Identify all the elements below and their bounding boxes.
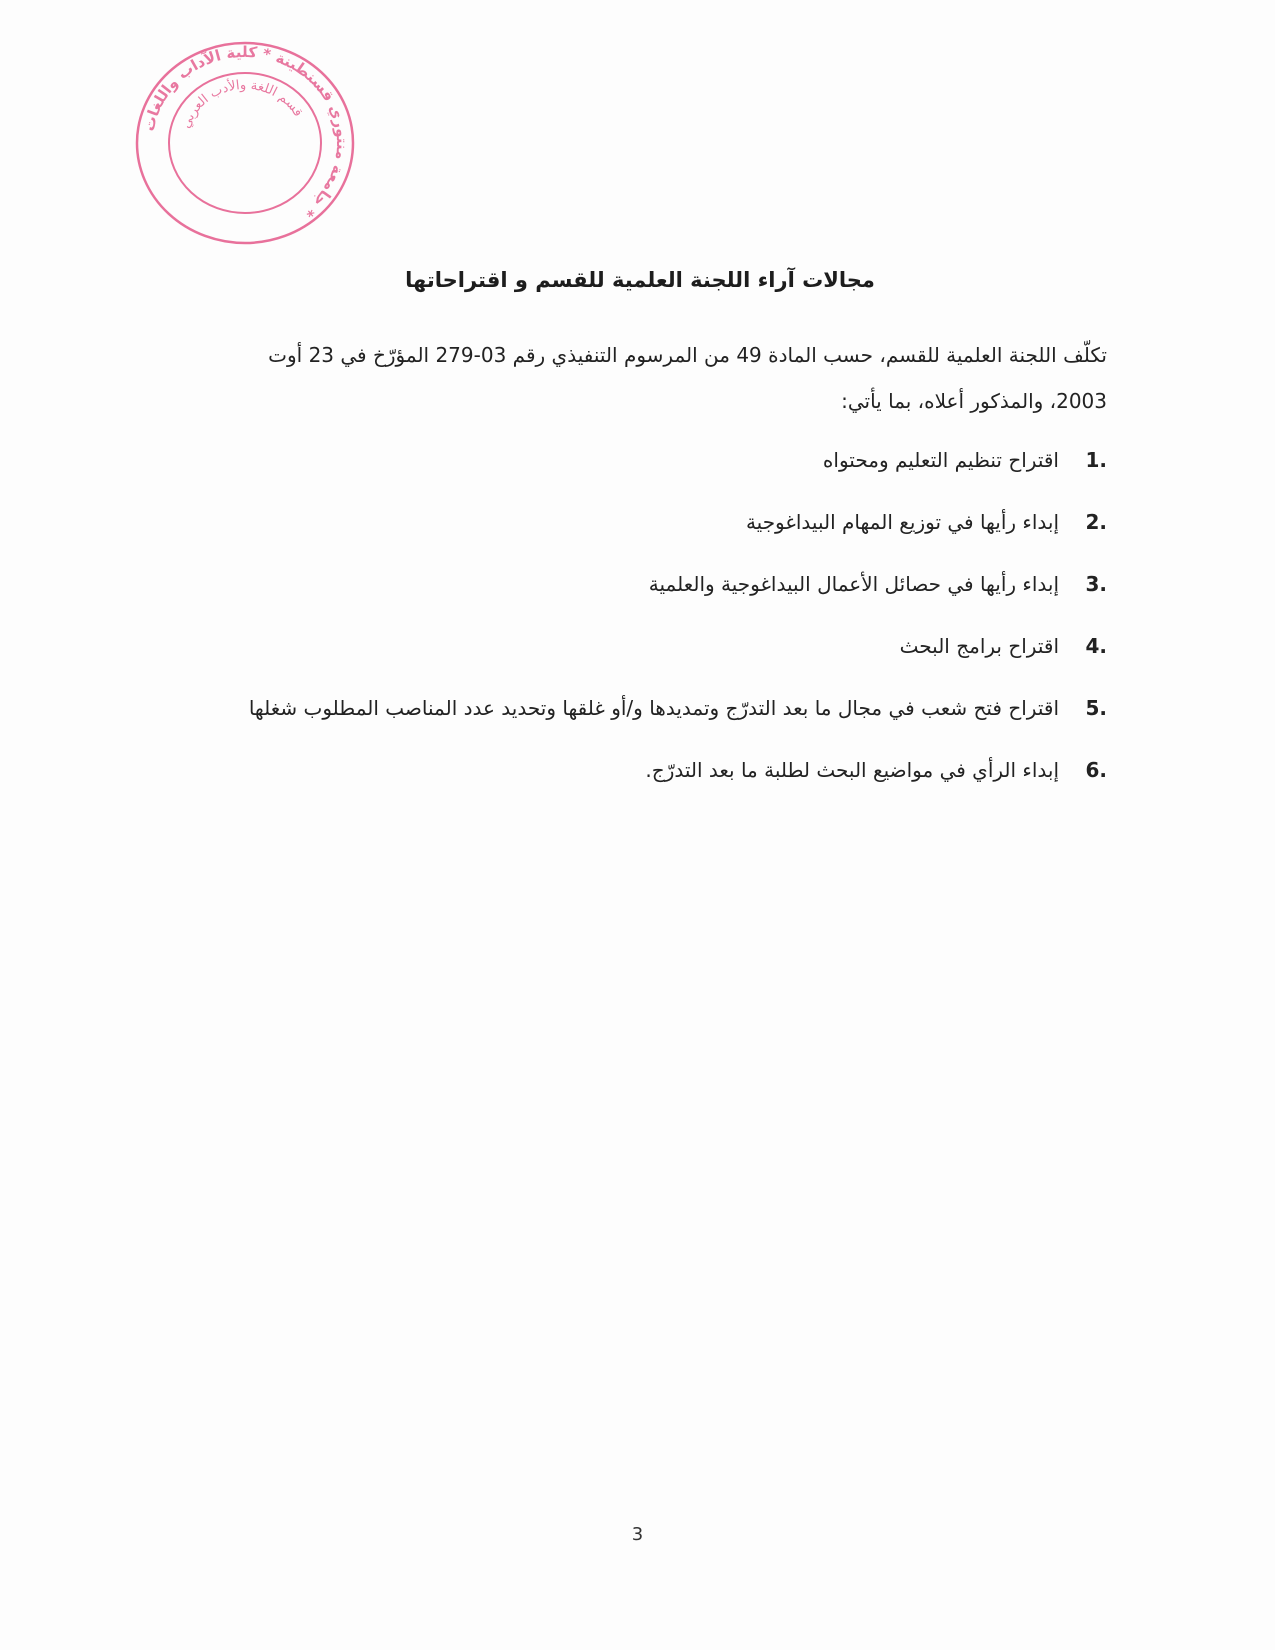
list-item-number: 4. [1085, 634, 1107, 658]
list-item [227, 500, 1107, 544]
list-item-text: إبداء رأيها في حصائل الأعمال البيداغوجية والعلمية [648, 572, 1059, 596]
list-item-text: اقتراح برامج البحث [899, 634, 1059, 658]
stamp-outer-text: جامعة منتوري قسنطينة * كلية الآداب واللغات * [139, 42, 352, 221]
list-item-number: 1. [1085, 448, 1107, 472]
list-item [227, 748, 1107, 792]
list-item-text: اقتراح تنظيم التعليم ومحتواه [822, 448, 1059, 472]
list-item-text: إبداء رأيها في توزيع المهام البيداغوجية [745, 510, 1059, 534]
list-item-number: 3. [1085, 572, 1107, 596]
institution-stamp [130, 38, 360, 248]
list-item-number: 5. [1085, 696, 1107, 720]
list-item-number: 2. [1085, 510, 1107, 534]
duties-list [227, 438, 1107, 810]
list-item [227, 562, 1107, 606]
list-item [227, 624, 1107, 668]
page-title: مجالات آراء اللجنة العلمية للقسم و اقتراحاتها [405, 268, 875, 292]
list-item-number: 6. [1085, 758, 1107, 782]
intro-paragraph: تكلّف اللجنة العلمية للقسم، حسب المادة 49 من المرسوم التنفيذي رقم 03-279 المؤرّخ في 23 أوت 2003، والمذكور أعلاه، بما يأتي: [268, 343, 1107, 413]
stamp-inner-text: قسم اللغة والأدب العربي [178, 77, 306, 131]
list-item [227, 438, 1107, 482]
list-item [227, 686, 1107, 730]
list-item-text: إبداء الرأي في مواضيع البحث لطلبة ما بعد التدرّج. [645, 758, 1059, 782]
page-number: 3 [631, 1524, 644, 1545]
list-item-text: اقتراح فتح شعب في مجال ما بعد التدرّج وتمديدها و/أو غلقها وتحديد عدد المناصب المطلوب شغلها [248, 696, 1059, 720]
